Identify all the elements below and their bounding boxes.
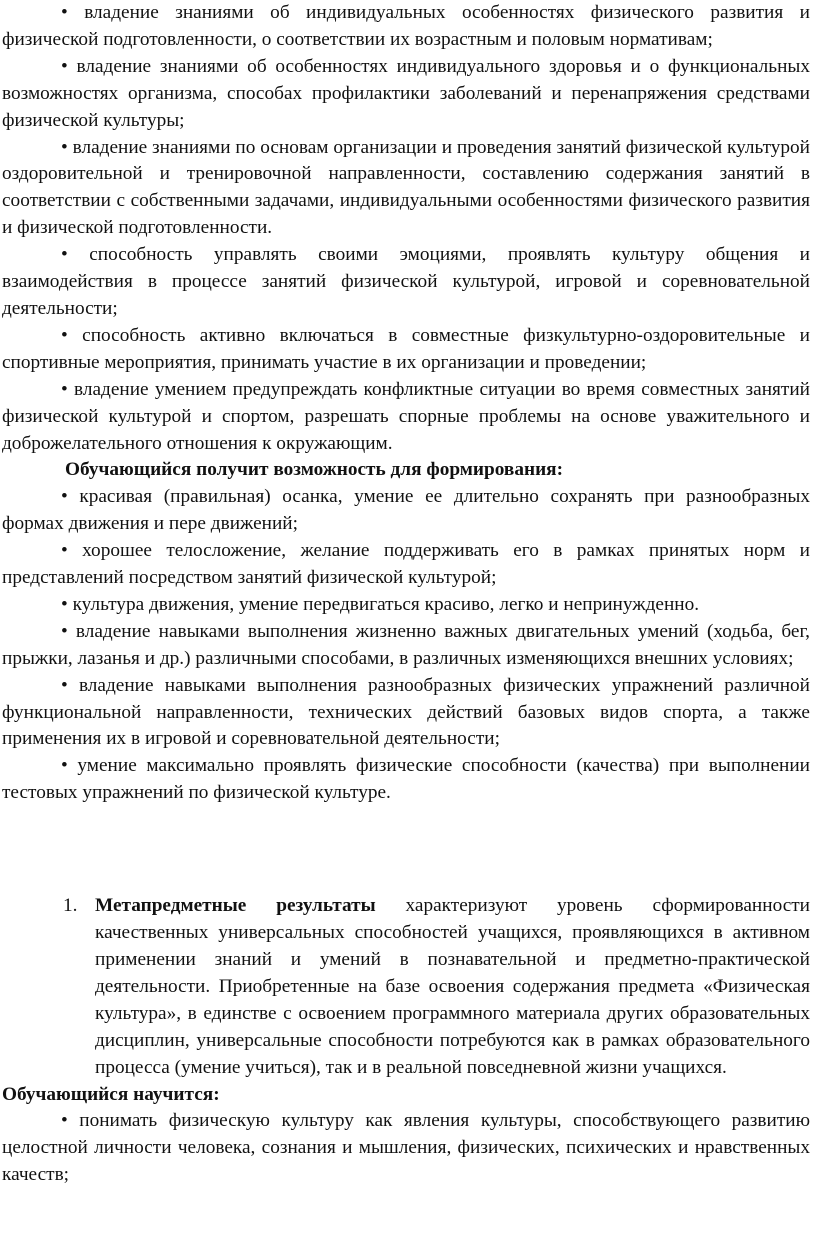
list-item: • умение максимально проявлять физические способности (качества) при выполнении тестовых упражнений по физической культуре. (2, 755, 810, 804)
list-item: • понимать физическую культуру как явления культуры, способствующего развитию целостной личности человека, сознания и мышления, физических, психических и нравственных качеств; (2, 1110, 810, 1186)
list-item: • культура движения, умение передвигаться красиво, легко и непринужденно. (61, 593, 700, 615)
section-body (95, 893, 810, 1081)
list-item: • владение знаниями по основам организации и проведения занятий физической культурой оздоровительной и тренировочной направленности, составлению содержания занятий в соответствии с собственными задачами, индивидуальными особенностями физического развития и физической подготовленности. (2, 136, 810, 239)
list-item: • владение умением предупреждать конфликтные ситуации во время совместных занятий физической культурой и спортом, разрешать спорные проблемы на основе уважительного и доброжелательного отношения к окружающим. (2, 378, 810, 454)
section-spacer (2, 807, 810, 893)
list-item: • владение знаниями об особенностях индивидуального здоровья и о функциональных возможностях организма, способах профилактики заболеваний и перенапряжения средствами физической культуры; (2, 55, 810, 131)
section-number: 1. (63, 895, 78, 917)
opportunity-heading: Обучающийся получит возможность для формирования: (65, 459, 564, 481)
list-item: • способность активно включаться в совместные физкультурно-оздоровительные и спортивные мероприятия, принимать участие в их организации и проведении; (2, 324, 810, 373)
learn-heading: Обучающийся научится: (2, 1083, 220, 1105)
list-item: • владение навыками выполнения разнообразных физических упражнений различной функциональной направленности, технических действий базовых видов спорта, а также применения их в игровой и соревновательной деятельности; (2, 674, 810, 750)
list-item: • красивая (правильная) осанка, умение ее длительно сохранять при разнообразных формах движения и пере движений; (2, 486, 810, 535)
list-item: • владение знаниями об индивидуальных особенностях физического развития и физической подготовленности, о соответствии их возрастным и половым нормативам; (2, 2, 810, 50)
numbered-section (63, 893, 810, 1081)
section-bold-term: Метапредметные результаты (95, 895, 376, 917)
list-item: • хорошее телосложение, желание поддерживать его в рамках принятых норм и представлений посредством занятий физической культурой; (2, 540, 810, 589)
section-text: характеризуют уровень сформированности качественных универсальных способностей учащихся, проявляющихся в активном применении знаний и умений в познавательной и предметно-практической деятельности. Приобретенные на базе освоения содержания предмета «Физическая культура», в единстве с освоением программного материала других образовательных дисциплин, универсальные способности потребуются как в рамках образовательного процесса (умение учиться), так и в реальной повседневной жизни учащихся. (95, 895, 810, 1078)
list-item: • способность управлять своими эмоциями, проявлять культуру общения и взаимодействия в процессе занятий физической культурой, игровой и соревновательной деятельности; (2, 244, 810, 319)
list-item: • владение навыками выполнения жизненно важных двигательных умений (ходьба, бег, прыжки, лазанья и др.) различными способами, в различных изменяющихся внешних условиях; (2, 620, 810, 669)
